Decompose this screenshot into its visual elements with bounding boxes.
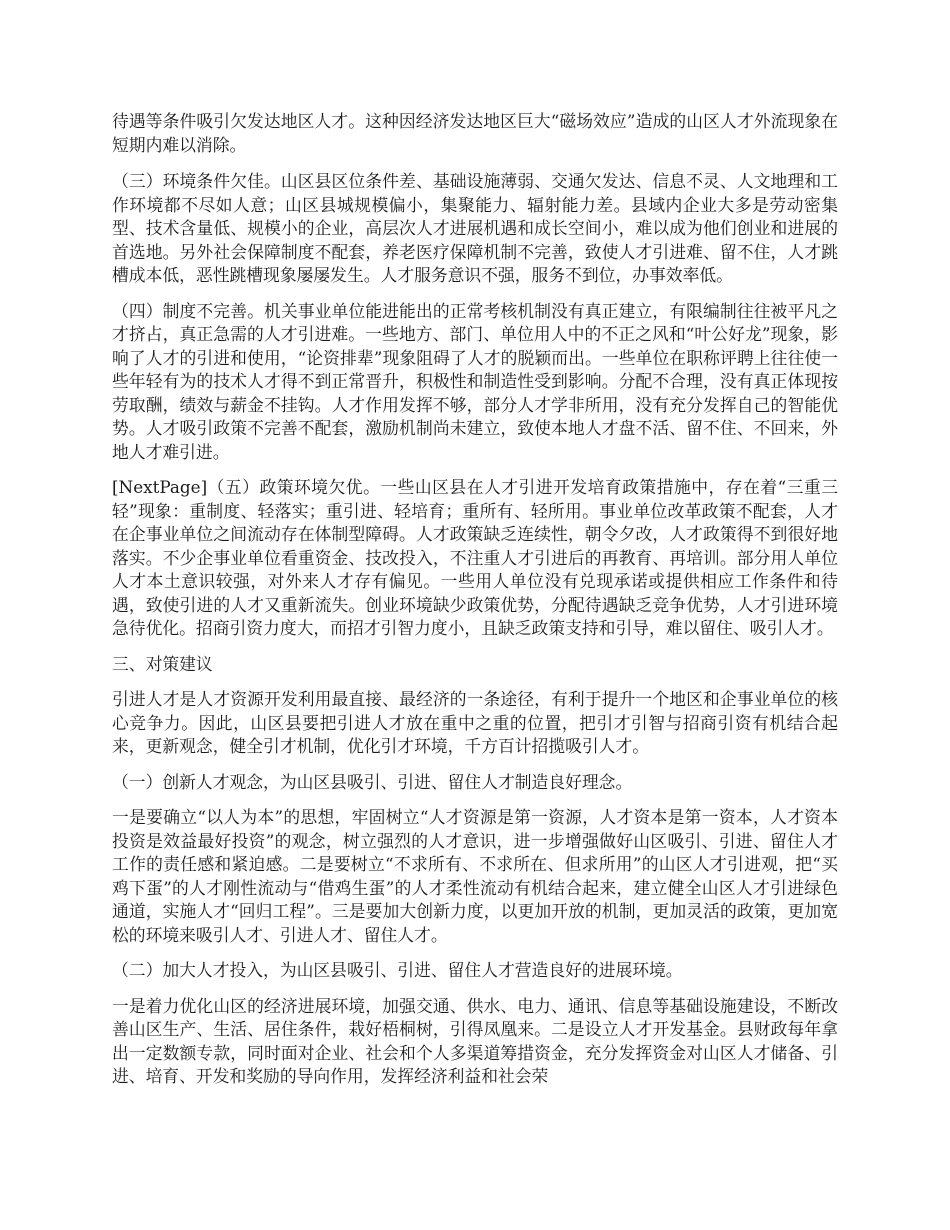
paragraph-policy-environment: [NextPage]（五）政策环境欠优。一些山区县在人才引进开发培育政策措施中，存在着“三重三轻”现象：重制度、轻落实；重引进、轻培育；重所有、轻所用。事业单位改革政策不配套，人才在企事业单位之间流动存在体制型障碍。人才政策缺乏连续性，朝令夕改，人才政策得不到很好地落实。不少企事业单位看重资金、技改投入，不注重人才引进后的再教育、再培训。部分用人单位人才本土意识较强，对外来人才存有偏见。一些用人单位没有兑现承诺或提供相应工作条件和待遇，致使引进的人才又重新流失。创业环境缺少政策优势，分配待遇缺乏竞争优势，人才引进环境急待优化。招商引资力度大，而招才引智力度小，且缺乏政策支持和引导，难以留住、吸引人才。 bbox=[112, 477, 838, 638]
subheading-increase-investment: （二）加大人才投入，为山区县吸引、引进、留住人才营造良好的进展环境。 bbox=[112, 960, 683, 980]
paragraph-people-oriented: 一是要确立“以人为本”的思想，牢固树立“人才资源是第一资源，人才资本是第一资本，人才资本投资是效益最好投资”的观念，树立强烈的人才意识，进一步增强做好山区吸引、引进、留住人才工作的责任感和紧迫感。二是要树立“不求所有、不求所在、但求所用”的山区人才引进观，把“买鸡下蛋”的人才刚性流动与“借鸡生蛋”的人才柔性流动有机结合起来，建立健全山区人才引进绿色通道，实施人才“回归工程”。三是要加大创新力度，以更加开放的机制，更加灵活的政策，更加宽松的环境来吸引人才、引进人才、留住人才。 bbox=[112, 807, 838, 945]
section-heading-countermeasures: 三、对策建议 bbox=[112, 653, 213, 674]
paragraph-talent-outflow: 待遇等条件吸引欠发达地区人才。这种因经济发达地区巨大“磁场效应”造成的山区人才外流现象在短期内难以消除。 bbox=[112, 111, 838, 155]
paragraph-optimize-environment: 一是着力优化山区的经济进展环境，加强交通、供水、电力、通讯、信息等基础设施建设，不断改善山区生产、生活、居住条件，栽好梧桐树，引得凤凰来。二是设立人才开发基金。县财政每年拿出一定数额专款，同时面对企业、社会和个人多渠道筹措资金，充分发挥资金对山区人才储备、引进、培育、开发和奖励的导向作用，发挥经济利益和社会荣 bbox=[112, 995, 838, 1086]
paragraph-environment-conditions: （三）环境条件欠佳。山区县区位条件差、基础设施薄弱、交通欠发达、信息不灵、人文地理和工作环境都不尽如人意；山区县城规模偏小，集聚能力、辐射能力差。县域内企业大多是劳动密集型、技术含量低、规模小的企业，高层次人才进展机遇和成长空间小，难以成为他们创业和进展的首选地。另外社会保障制度不配套，养老医疗保障机制不完善，致使人才引进难、留不住，人才跳槽成本低，恶性跳槽现象屡屡发生。人才服务意识不强，服务不到位，办事效率低。 bbox=[112, 171, 838, 285]
paragraph-system-imperfect: （四）制度不完善。机关事业单位能进能出的正常考核机制没有真正建立，有限编制往往被平凡之才挤占，真正急需的人才引进难。一些地方、部门、单位用人中的不正之风和“叶公好龙”现象，影响了人才的引进和使用，“论资排辈”现象阻碍了人才的脱颖而出。一些单位在职称评聘上往往使一些年轻有为的技术人才得不到正常晋升，积极性和制造性受到影响。分配不合理，没有真正体现按劳取酬，绩效与薪金不挂钩。人才作用发挥不够，部分人才学非所用，没有充分发挥自己的智能优势。人才吸引政策不完善不配套，激励机制尚未建立，致使本地人才盘不活、留不住、不回来，外地人才难引进。 bbox=[112, 300, 838, 462]
paragraph-introduce-talent: 引进人才是人才资源开发利用最直接、最经济的一条途径，有利于提升一个地区和企事业单位的核心竞争力。因此，山区县要把引进人才放在重中之重的位置，把引才引智与招商引资有机结合起来，更新观念，健全引才机制，优化引才环境，千方百计招揽吸引人才。 bbox=[112, 689, 838, 756]
subheading-innovate-concept: （一）创新人才观念，为山区县吸引、引进、留住人才制造良好理念。 bbox=[112, 771, 633, 792]
